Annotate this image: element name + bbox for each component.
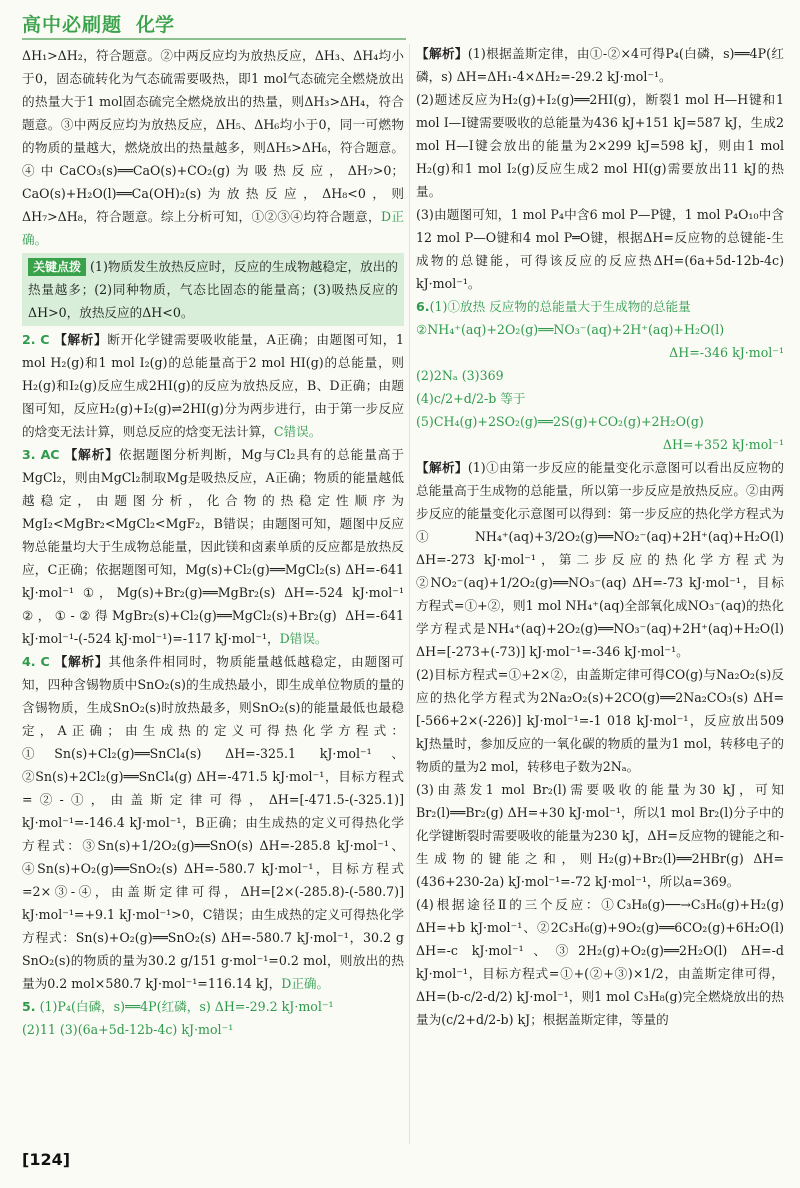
paragraph: (3)由题图可知，1 mol P₄中含6 mol P—P键，1 mol P₄O₁₀中含12 mol P—O键和4 mol P═O键，根据ΔH=反应物的总键能-生成物的总键能，可得该反应的反应热ΔH=(6a+5d-12b-4c) kJ·mol⁻¹。 — [416, 207, 784, 291]
key-point-box — [22, 253, 404, 326]
right-column — [416, 42, 784, 1031]
paragraph: 【解析】(1)①由第一步反应的能量变化示意图可以看出反应物的总能量高于生成物的总能量，所以第一步反应是放热反应。②由两步反应的能量变化示意图可以得到：第一步反应的热化学方程式为①NH₄⁺(aq)+3/2O₂(g)══NO₂⁻(aq)+2H⁺(aq)+H₂O(l) ΔH=-273 kJ·mol⁻¹，第二步反应的热化学方程式为②NO₂⁻(aq)+1/2O₂(g)══NO₃⁻(aq) ΔH=-73 kJ·mol⁻¹，目标方程式=①+②，则1 mol NH₄⁺(aq)全部氧化成NO₃⁻(aq)的热化学方程式是NH₄⁺(aq)+2O₂(g)══NO₃⁻(aq)+2H⁺(aq)+H₂O(l) ΔH=[-273+(-73)] kJ·mol⁻¹=-346 kJ·mol⁻¹。 — [416, 460, 784, 659]
answer-letter: C — [40, 332, 50, 347]
key-point-label: 关键点拨 — [28, 258, 86, 276]
left-column — [22, 44, 404, 1041]
paragraph: (2)目标方程式=①+2×②，由盖斯定律可得CO(g)与Na₂O₂(s)反应的热化学方程式为2Na₂O₂(s)+2CO(g)══2Na₂CO₃(s) ΔH=[-566+2×(-226)] kJ·mol⁻¹=-1 018 kJ·mol⁻¹，反应放出509 kJ热量时，参加反应的一氧化碳的物质的量为1 mol，转移电子的物质的量为2 mol，转移电子数为2Nₐ。 — [416, 667, 784, 774]
question-6-answer: 6.(1)①放热 反应物的总能量大于生成物的总能量 ②NH₄⁺(aq)+2O₂(g)══NO₃⁻(aq)+2H⁺(aq)+H₂O(l) ΔH=-346 kJ·mol⁻¹ (2)2Nₐ (3)369 (4)c/2+d/2-b 等于 (5)CH₄(g)+2SO₂(g)══2S(g)+CO₂(g)+2H₂O(g) ΔH=+352 kJ·mol⁻¹ — [416, 299, 784, 452]
paragraph: 【解析】(1)根据盖斯定律，由①-②×4可得P₄(白磷，s)══4P(红磷，s) ΔH=ΔH₁-4×ΔH₂=-29.2 kJ·mol⁻¹。 — [416, 46, 784, 84]
question-3-explanation: 3. AC 【解析】依据题图分析判断，Mg与Cl₂具有的总能量高于MgCl₂，则由MgCl₂制取Mg是吸热反应，A正确；物质的能量越低越稳定，由题图分析，化合物的热稳定性顺序为MgI₂<MgBr₂<MgCl₂<MgF₂，B错误；由题图可知，题图中反应物总能量均大于生成物总能量，因此镁和卤素单质的反应都是放热反应，C正确；依据题图可知，Mg(s)+Cl₂(g)══MgCl₂(s) ΔH=-641 kJ·mol⁻¹ ①，Mg(s)+Br₂(g)══MgBr₂(s) ΔH=-524 kJ·mol⁻¹ ②，①-②得MgBr₂(s)+Cl₂(g)══MgCl₂(s)+Br₂(g) ΔH=-641 kJ·mol⁻¹-(-524 kJ·mol⁻¹)=-117 kJ·mol⁻¹，D错误。 — [22, 447, 404, 646]
column-divider — [409, 44, 410, 1144]
book-title: 高中必刷题 — [22, 13, 123, 36]
paragraph: ΔH₁>ΔH₂，符合题意。②中两反应均为放热反应，ΔH₃、ΔH₄均小于0，固态硫转化为气态硫需要吸热，即1 mol气态硫完全燃烧放出的热量大于1 mol固态硫完全燃烧放出的热量，则ΔH₃>ΔH₄，符合题意。③中两反应均为放热反应，ΔH₅、ΔH₆均小于0，同一可燃物的物质的量越大，燃烧放出的热量越多，则ΔH₅>ΔH₆，符合题意。④中CaCO₃(s)══CaO(s)+CO₂(g)为吸热反应，ΔH₇>0；CaO(s)+H₂O(l)══Ca(OH)₂(s)为放热反应，ΔH₈<0，则ΔH₇>ΔH₈，符合题意。综上分析可知，①②③④均符合题意，D正确。 — [22, 48, 404, 247]
answer-letter: AC — [40, 447, 60, 462]
page-header — [22, 8, 412, 38]
page-number: [124] — [22, 1150, 71, 1169]
question-2-explanation: 2. C 【解析】断开化学键需要吸收能量，A正确；由题图可知，1 mol H₂(g)和1 mol I₂(g)的总能量高于2 mol HI(g)的总能量，则H₂(g)和I₂(g)反应生成2HI(g)的反应为放热反应，B、D正确；由题图可知，反应H₂(g)+I₂(g)⇌2HI(g)分为两步进行，由于第一步反应的焓变无法计算，则总反应的焓变无法计算，C错误。 — [22, 332, 405, 439]
key-point-text: (1)物质发生放热反应时，反应的生成物越稳定，放出的热量越多；(2)同种物质，气态比固态的能量高；(3)吸热反应的ΔH>0，放热反应的ΔH<0。 — [28, 259, 398, 320]
answer-letter: C — [40, 654, 50, 669]
question-5-answer: 5. (1)P₄(白磷，s)══4P(红磷，s) ΔH=-29.2 kJ·mol⁻¹ (2)11 (3)(6a+5d-12b-4c) kJ·mol⁻¹ — [22, 999, 334, 1037]
paragraph: (2)题述反应为H₂(g)+I₂(g)══2HI(g)，断裂1 mol H—H键和1 mol I—I键需要吸收的总能量为436 kJ+151 kJ=587 kJ，生成2 mol H—I键会放出的能量为2×299 kJ=598 kJ，则由1 mol H₂(g)和1 mol I₂(g)反应生成2 mol HI(g)需要放出11 kJ的热量。 — [416, 92, 784, 199]
subject-label: 化学 — [136, 13, 175, 36]
paragraph: (4)根据途径Ⅱ的三个反应：①C₃H₈(g)──→C₃H₆(g)+H₂(g) ΔH=+b kJ·mol⁻¹、②2C₃H₆(g)+9O₂(g)══6CO₂(g)+6H₂O(l) ΔH=-c kJ·mol⁻¹、③2H₂(g)+O₂(g)══2H₂O(l) ΔH=-d kJ·mol⁻¹，目标方程式=①+(②+③)×1/2，由盖斯定律可得，ΔH=(b-c/2-d/2) kJ·mol⁻¹，则1 mol C₃H₈(g)完全燃烧放出的热量为(c/2+d/2-b) kJ；根据盖斯定律，等量的 — [416, 897, 784, 1027]
header-rule — [22, 38, 406, 40]
paragraph: (3)由蒸发1 mol Br₂(l)需要吸收的能量为30 kJ，可知Br₂(l)══Br₂(g) ΔH=+30 kJ·mol⁻¹，所以1 mol Br₂(l)分子中的化学键断裂时需要吸收的能量为230 kJ，ΔH=反应物的键能之和-生成物的键能之和，则H₂(g)+Br₂(l)══2HBr(g) ΔH=(436+230-2a) kJ·mol⁻¹=-72 kJ·mol⁻¹，所以a=369。 — [416, 782, 784, 889]
question-4-explanation: 4. C 【解析】其他条件相同时，物质能量越低越稳定，由题图可知，四种含锡物质中SnO₂(s)的生成热最小，即生成单位物质的量的含锡物质，生成SnO₂(s)时放热最多，则SnO₂(s)的能量最低也最稳定，A正确；由生成热的定义可得热化学方程式：①Sn(s)+Cl₂(g)══SnCl₄(s) ΔH=-325.1 kJ·mol⁻¹、②Sn(s)+2Cl₂(g)══SnCl₄(g) ΔH=-471.5 kJ·mol⁻¹，目标方程式=②-①，由盖斯定律可得，ΔH=[-471.5-(-325.1)] kJ·mol⁻¹=-146.4 kJ·mol⁻¹，B正确；由生成热的定义可得热化学方程式：③Sn(s)+1/2O₂(g)══SnO(s) ΔH=-285.8 kJ·mol⁻¹、④Sn(s)+O₂(g)══SnO₂(s) ΔH=-580.7 kJ·mol⁻¹，目标方程式=2×③-④，由盖斯定律可得，ΔH=[2×(-285.8)-(-580.7)] kJ·mol⁻¹=+9.1 kJ·mol⁻¹>0，C错误；由生成热的定义可得热化学方程式：Sn(s)+O₂(g)══SnO₂(s) ΔH=-580.7 kJ·mol⁻¹，30.2 g SnO₂(s)的物质的量为30.2 g/151 g·mol⁻¹=0.2 mol，则放出的热量为0.2 mol×580.7 kJ·mol⁻¹=116.14 kJ，D正确。 — [22, 654, 404, 991]
